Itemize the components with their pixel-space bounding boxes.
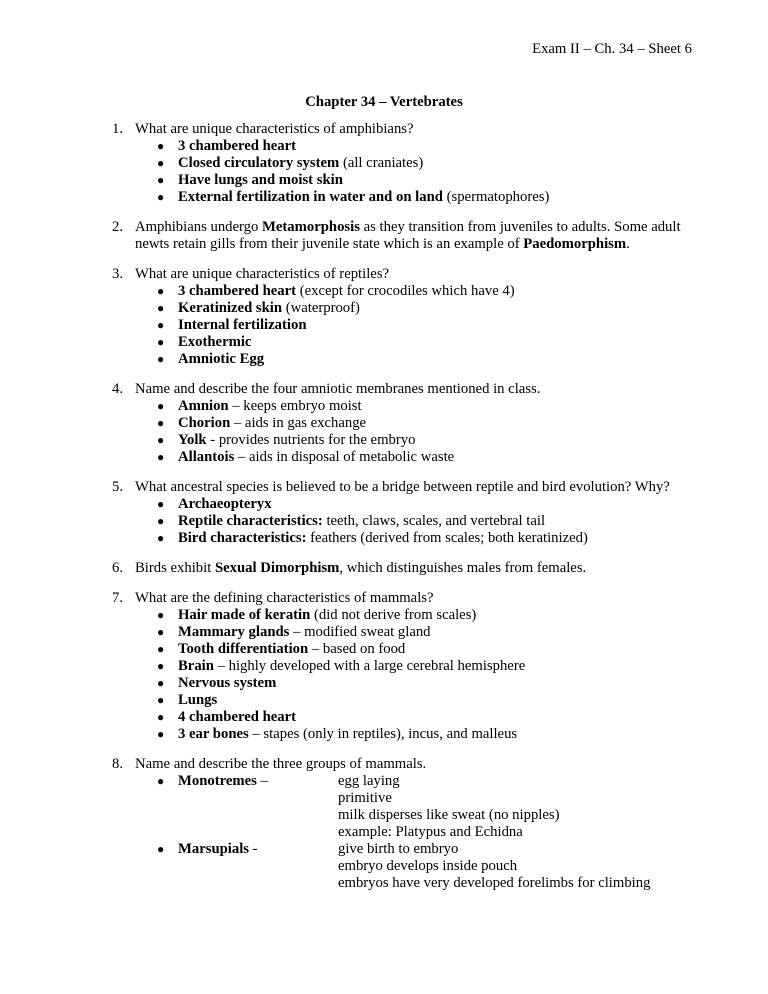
- question: [112, 121, 712, 206]
- group-detail: embryos have very developed forelimbs for climbing: [338, 875, 651, 891]
- text-segment: - provides nutrients for the embryo: [206, 432, 416, 448]
- list-item: [112, 641, 712, 658]
- bullet-icon: ●: [157, 139, 165, 153]
- bold-term: Bird characteristics:: [178, 530, 307, 546]
- list-item: [112, 155, 712, 172]
- question-text: [135, 266, 389, 283]
- bullet-icon: ●: [157, 842, 165, 856]
- list-item-text: [178, 398, 362, 415]
- list-item-text: [178, 675, 276, 692]
- list-item: [112, 300, 712, 317]
- bullet-icon: ●: [157, 676, 165, 690]
- bullet-icon: ●: [157, 727, 165, 741]
- group-detail: embryo develops inside pouch: [338, 858, 518, 874]
- list-item: [112, 807, 712, 824]
- question: [112, 756, 712, 892]
- group-detail: egg laying: [338, 773, 400, 789]
- list-item: [112, 841, 712, 858]
- bullet-icon: ●: [157, 156, 165, 170]
- text-segment: – modified sweat gland: [289, 624, 431, 640]
- list-item: [112, 824, 712, 841]
- question-text: [135, 219, 712, 253]
- text-segment: (spermatophores): [442, 189, 550, 205]
- list-item-text: [178, 334, 251, 351]
- text-segment: Name and describe the three groups of mammals.: [135, 756, 427, 772]
- text-segment: What ancestral species is believed to be a bridge between reptile and bird evolution? Why?: [135, 479, 670, 495]
- bold-term: Monotremes: [178, 773, 257, 789]
- bold-term: Hair made of keratin: [178, 607, 311, 623]
- bold-term: Paedomorphism: [523, 236, 627, 252]
- list-item-text: [178, 432, 415, 449]
- text-segment: Amphibians undergo: [135, 219, 263, 235]
- list-item: [112, 709, 712, 726]
- question-text: [135, 121, 414, 138]
- list-item: [112, 283, 712, 300]
- bold-term: Amniotic Egg: [178, 351, 265, 367]
- bullet-icon: ●: [157, 497, 165, 511]
- text-segment: teeth, claws, scales, and vertebral tail: [322, 513, 546, 529]
- bullet-icon: ●: [157, 433, 165, 447]
- question-line: [112, 479, 712, 496]
- separator: -: [249, 841, 262, 857]
- group-label: [178, 790, 338, 807]
- bold-term: Metamorphosis: [262, 219, 360, 235]
- bold-term: Lungs: [178, 692, 218, 708]
- bullet-list: [112, 607, 712, 743]
- list-item: [112, 334, 712, 351]
- list-item: [112, 513, 712, 530]
- list-item: [112, 138, 712, 155]
- list-item: [112, 351, 712, 368]
- question-number: 8.: [112, 756, 124, 772]
- page-header: Exam II – Ch. 34 – Sheet 6: [532, 41, 692, 57]
- group-detail: primitive: [338, 790, 392, 806]
- bold-term: 4 chambered heart: [178, 709, 297, 725]
- question-list: [112, 121, 712, 905]
- bullet-icon: ●: [157, 693, 165, 707]
- bullet-icon: ●: [157, 625, 165, 639]
- list-item: [112, 675, 712, 692]
- question-line: [112, 266, 712, 283]
- bold-term: Reptile characteristics:: [178, 513, 323, 529]
- list-item: [112, 773, 712, 790]
- question-line: [112, 121, 712, 138]
- list-item: [112, 415, 712, 432]
- bullet-icon: ●: [157, 301, 165, 315]
- bullet-list: [112, 398, 712, 466]
- bold-term: Mammary glands: [178, 624, 290, 640]
- bullet-icon: ●: [157, 335, 165, 349]
- bullet-icon: ●: [157, 173, 165, 187]
- list-item: [112, 449, 712, 466]
- list-item: [112, 189, 712, 206]
- question-text: [135, 756, 426, 773]
- list-item-text: [178, 172, 343, 189]
- group-label: [178, 807, 338, 824]
- list-item-text: [178, 351, 264, 368]
- text-segment: (except for crocodiles which have 4): [296, 283, 515, 299]
- list-item-text: [178, 155, 423, 172]
- text-segment: – stapes (only in reptiles), incus, and malleus: [248, 726, 518, 742]
- bullet-list: [112, 283, 712, 368]
- list-item-text: [178, 607, 476, 624]
- text-segment: , which distinguishes males from females.: [339, 560, 587, 576]
- bullet-icon: ●: [157, 774, 165, 788]
- bold-term: 3 chambered heart: [178, 283, 297, 299]
- text-segment: – highly developed with a large cerebral hemisphere: [213, 658, 526, 674]
- list-item-text: [178, 496, 272, 513]
- group-label: [178, 773, 338, 790]
- bold-term: Tooth differentiation: [178, 641, 309, 657]
- bold-term: Yolk: [178, 432, 207, 448]
- bullet-icon: [157, 807, 178, 824]
- question-number: 2.: [112, 219, 124, 235]
- bullet-icon: [157, 858, 178, 875]
- bullet-icon: ●: [157, 318, 165, 332]
- list-item: [112, 858, 712, 875]
- bullet-icon: ●: [157, 642, 165, 656]
- group-label: [178, 824, 338, 841]
- bold-term: Sexual Dimorphism: [214, 560, 340, 576]
- bullet-icon: ●: [157, 284, 165, 298]
- list-item-text: [178, 449, 454, 466]
- text-segment: What are unique characteristics of amphibians?: [135, 121, 414, 137]
- list-item-text: [178, 658, 525, 675]
- list-item-text: [178, 189, 549, 206]
- bullet-icon: ●: [157, 531, 165, 545]
- question-text: [135, 381, 540, 398]
- separator: –: [256, 773, 272, 789]
- bold-term: 3 ear bones: [178, 726, 249, 742]
- group-detail: milk disperses like sweat (no nipples): [338, 807, 560, 823]
- list-item: [112, 607, 712, 624]
- text-segment: – based on food: [308, 641, 406, 657]
- question-line: [112, 381, 712, 398]
- bold-term: Internal fertilization: [178, 317, 307, 333]
- bold-term: Have lungs and moist skin: [178, 172, 343, 188]
- text-segment: What are the defining characteristics of mammals?: [135, 590, 434, 606]
- bold-term: Allantois: [178, 449, 235, 465]
- text-segment: .: [626, 236, 630, 252]
- bold-term: External fertilization in water and on land: [178, 189, 443, 205]
- bullet-icon: [157, 824, 178, 841]
- bold-term: Amnion: [178, 398, 229, 414]
- list-item: [112, 790, 712, 807]
- bullet-icon: ●: [157, 352, 165, 366]
- question-line: [112, 560, 712, 577]
- text-segment: – aids in gas exchange: [230, 415, 367, 431]
- text-segment: What are unique characteristics of reptiles?: [135, 266, 390, 282]
- group-label: [178, 858, 338, 875]
- bullet-list: [112, 496, 712, 547]
- list-item-text: [178, 317, 307, 334]
- list-item-text: [178, 513, 545, 530]
- text-segment: feathers (derived from scales; both keratinized): [306, 530, 588, 546]
- list-item: [112, 317, 712, 334]
- list-item: [112, 624, 712, 641]
- list-item: [112, 658, 712, 675]
- group-detail: example: Platypus and Echidna: [338, 824, 523, 840]
- question-number: 1.: [112, 121, 124, 137]
- question-text: [135, 560, 586, 577]
- page-title: Chapter 34 – Vertebrates: [305, 94, 463, 110]
- text-segment: (waterproof): [282, 300, 360, 316]
- list-item: [112, 692, 712, 709]
- bold-term: 3 chambered heart: [178, 138, 297, 154]
- bullet-icon: ●: [157, 450, 165, 464]
- text-segment: – aids in disposal of metabolic waste: [234, 449, 455, 465]
- list-item: [112, 496, 712, 513]
- bullet-list: [112, 773, 712, 892]
- bullet-icon: ●: [157, 399, 165, 413]
- question: [112, 219, 712, 253]
- bullet-icon: [157, 790, 178, 807]
- question: [112, 381, 712, 466]
- bold-term: Closed circulatory system: [178, 155, 340, 171]
- bullet-icon: ●: [157, 514, 165, 528]
- bold-term: Chorion: [178, 415, 231, 431]
- question-number: 4.: [112, 381, 124, 397]
- bullet-list: [112, 138, 712, 206]
- question: [112, 590, 712, 743]
- question-text: [135, 479, 670, 496]
- question-number: 5.: [112, 479, 124, 495]
- list-item: [112, 726, 712, 743]
- list-item-text: [178, 530, 588, 547]
- list-item-text: [178, 624, 431, 641]
- question-line: [112, 590, 712, 607]
- bold-term: Exothermic: [178, 334, 252, 350]
- question: [112, 479, 712, 547]
- list-item: [112, 172, 712, 189]
- list-item: [112, 875, 712, 892]
- question-number: 7.: [112, 590, 124, 606]
- list-item-text: [178, 709, 296, 726]
- bullet-icon: [157, 875, 178, 892]
- list-item-text: [178, 726, 517, 743]
- text-segment: (all craniates): [339, 155, 424, 171]
- bullet-icon: ●: [157, 659, 165, 673]
- question-number: 3.: [112, 266, 124, 282]
- bold-term: Archaeopteryx: [178, 496, 272, 512]
- bold-term: Nervous system: [178, 675, 277, 691]
- bold-term: Keratinized skin: [178, 300, 283, 316]
- text-segment: Name and describe the four amniotic membranes mentioned in class.: [135, 381, 541, 397]
- text-segment: – keeps embryo moist: [228, 398, 362, 414]
- list-item: [112, 398, 712, 415]
- group-label: [178, 841, 338, 858]
- list-item-text: [178, 415, 366, 432]
- list-item-text: [178, 138, 296, 155]
- list-item: [112, 432, 712, 449]
- bullet-icon: ●: [157, 608, 165, 622]
- list-item-text: [178, 692, 217, 709]
- bullet-icon: ●: [157, 190, 165, 204]
- list-item-text: [178, 300, 360, 317]
- question: [112, 560, 712, 577]
- list-item: [112, 530, 712, 547]
- bullet-icon: ●: [157, 416, 165, 430]
- group-detail: give birth to embryo: [338, 841, 459, 857]
- bold-term: Marsupials: [178, 841, 249, 857]
- question-line: [112, 756, 712, 773]
- bullet-icon: ●: [157, 710, 165, 724]
- question: [112, 266, 712, 368]
- text-segment: (did not derive from scales): [310, 607, 477, 623]
- group-label: [178, 875, 338, 892]
- text-segment: as they transition from juveniles to adults. Some adult newts retain gills from their juvenile state which is an example of: [135, 219, 681, 252]
- bold-term: Brain: [178, 658, 214, 674]
- list-item-text: [178, 641, 405, 658]
- text-segment: Birds exhibit: [135, 560, 215, 576]
- list-item-text: [178, 283, 515, 300]
- question-number: 6.: [112, 560, 124, 576]
- question-line: [112, 219, 712, 253]
- question-text: [135, 590, 434, 607]
